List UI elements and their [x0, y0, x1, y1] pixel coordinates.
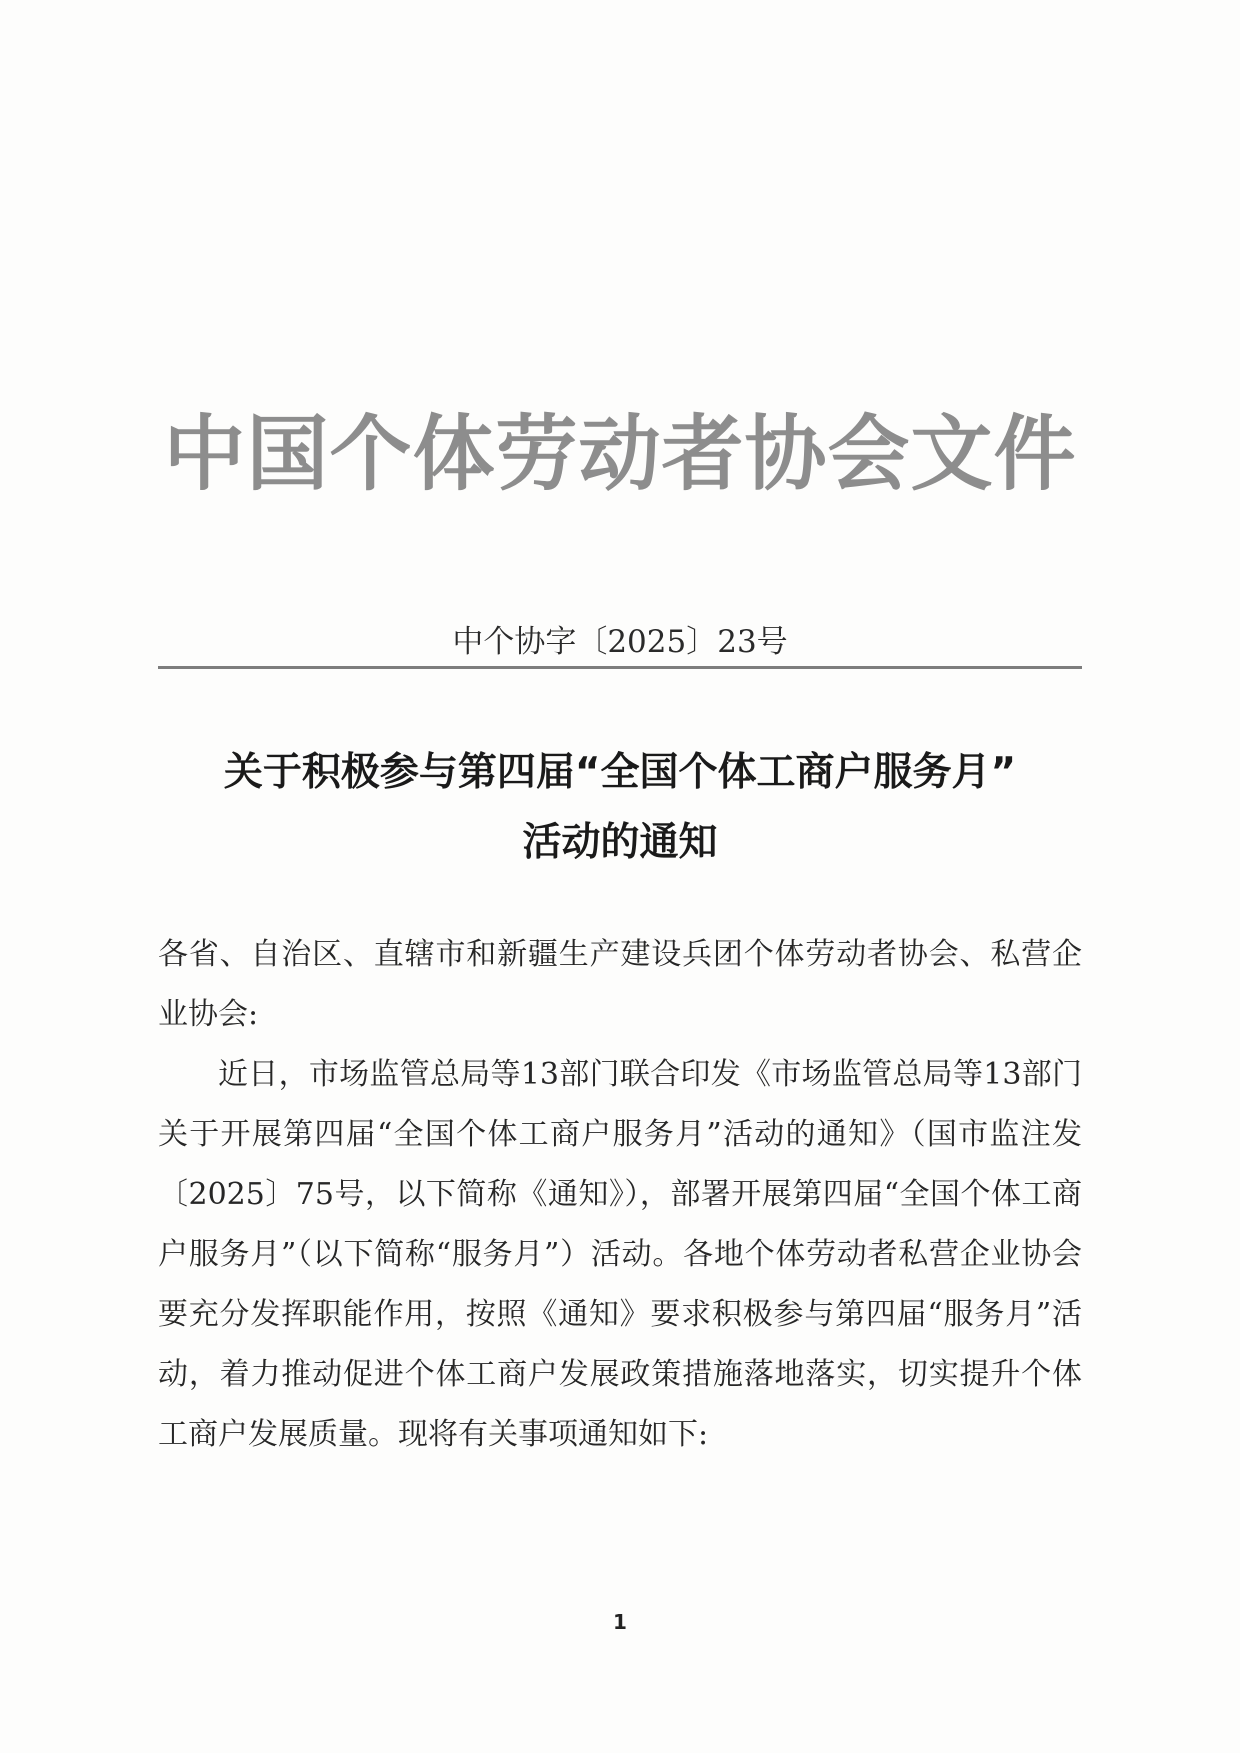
organization-header-title: 中国个体劳动者协会文件	[163, 407, 1077, 502]
header-divider-line	[158, 666, 1082, 669]
document-body	[158, 925, 1082, 1465]
document-title	[120, 738, 1120, 878]
body-paragraph-1: 近日，市场监管总局等13部门联合印发《市场监管总局等13部门关于开展第四届“全国个体工商户服务月”活动的通知》（国市监注发〔2025〕75号，以下简称《通知》），部署开展第四届“全国个体工商户服务月”（以下简称“服务月”）活动。各地个体劳动者私营企业协会要充分发挥职能作用，按照《通知》要求积极参与第四届“服务月”活动，着力推动促进个体工商户发展政策措施落地落实，切实提升个体工商户发展质量。现将有关事项通知如下:	[158, 1057, 1082, 1452]
page-number: 1	[613, 1610, 627, 1634]
title-line-1: 关于积极参与第四届“全国个体工商户服务月”	[223, 750, 1017, 795]
document-number: 中个协字〔2025〕23号	[452, 624, 788, 660]
title-line-2: 活动的通知	[522, 820, 718, 865]
salutation: 各省、自治区、直辖市和新疆生产建设兵团个体劳动者协会、私营企业协会:	[158, 937, 1082, 1032]
